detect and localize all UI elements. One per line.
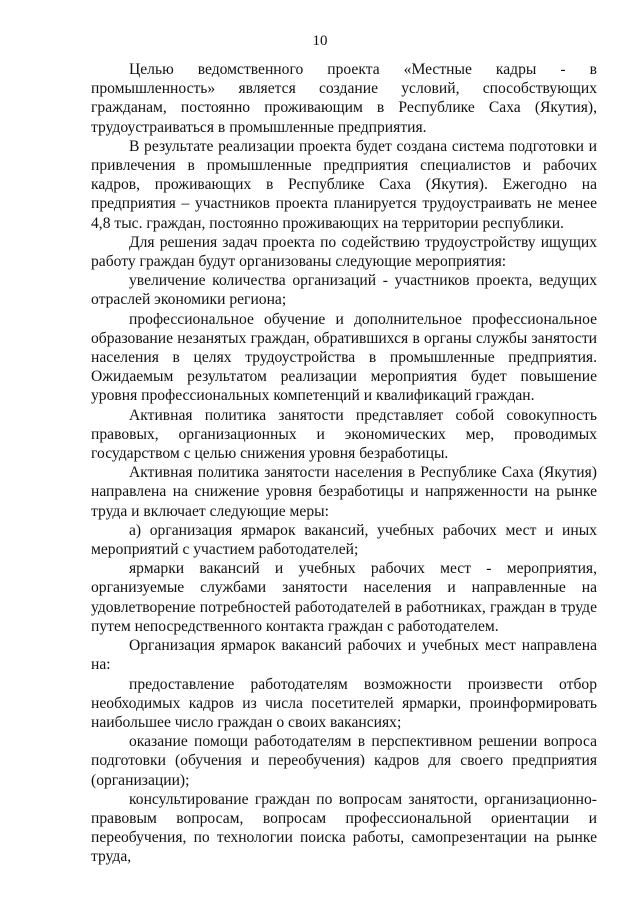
page-number: 10 — [312, 33, 328, 49]
paragraph-tasks-intro: Для решения задач проекта по содействию трудоустройству ищущих работу граждан будут организованы следующие мероприятия: — [91, 233, 597, 271]
paragraph-aim-consulting: консультирование граждан по вопросам занятости, организационно-правовым вопросам, вопросам профессиональной ориентации и переобучения, по технологии поиска работы, самопрезентации на рынке труда, — [91, 790, 597, 866]
paragraph-measure-training: профессиональное обучение и дополнительное профессиональное образование незанятых граждан, обратившихся в органы службы занятости населения в целях трудоустройства в промышленные предприятия. Ожидаемым результатом реализации мероприятия будет повышение уровня профессиональных компетенций и квалификаций граждан. — [91, 310, 597, 405]
paragraph-job-fairs-definition: ярмарки вакансий и учебных рабочих мест - мероприятия, организуемые службами занятости населения и направленные на удовлетворение потребностей работодателей в работниках, граждан в труде путем непосредственного контакта граждан с работодателем. — [91, 560, 597, 635]
paragraph-measure-job-fairs: а) организация ярмарок вакансий, учебных рабочих мест и иных мероприятий с участием работодателей; — [91, 521, 597, 559]
paragraph-measure-organizations: увеличение количества организаций - участников проекта, ведущих отраслей экономики региона; — [91, 272, 597, 309]
body-text — [91, 60, 597, 867]
paragraph-active-policy-measures: Активная политика занятости населения в Республике Саха (Якутия) направлена на снижение уровня безработицы и напряженности на рынке труда и включает следующие меры: — [91, 464, 597, 520]
paragraph-job-fairs-aims-intro: Организация ярмарок вакансий рабочих и учебных мест направлена на: — [91, 637, 597, 674]
paragraph-active-policy-definition: Активная политика занятости представляет собой совокупность правовых, организационных и экономических мер, проводимых государством с целью снижения уровня безработицы. — [91, 406, 597, 463]
paragraph-aim-employer-selection: предоставление работодателям возможности произвести отбор необходимых кадров из числа посетителей ярмарки, проинформировать наибольшее число граждан о своих вакансиях; — [91, 675, 597, 731]
paragraph-aim-employer-assistance: оказание помощи работодателям в перспективном решении вопроса подготовки (обучения и переобучения) кадров для своего предприятия (организации); — [91, 733, 597, 789]
paragraph-project-result: В результате реализации проекта будет создана система подготовки и привлечения в промышленные предприятия специалистов и рабочих кадров, проживающих в Республике Саха (Якутия). Ежегодно на предприятия – участников проекта планируется трудоустраивать не менее 4,8 тыс. граждан, постоянно проживающих на территории республики. — [91, 137, 597, 232]
paragraph-project-goal: Целью ведомственного проекта «Местные кадры - в промышленность» является создание условий, способствующих гражданам, постоянно проживающим в Республике Саха (Якутия), трудоустраиваться в промышленные предприятия. — [91, 61, 597, 136]
